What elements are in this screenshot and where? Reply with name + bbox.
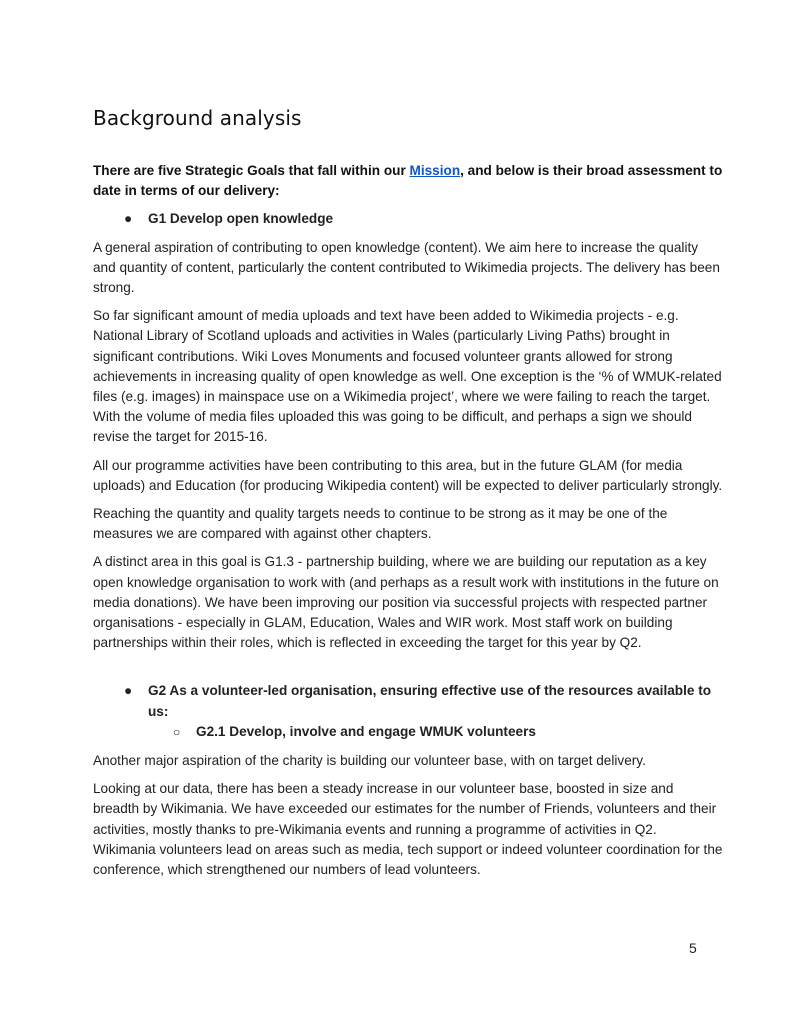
goal1-paragraph: Reaching the quantity and quality targets needs to continue to be strong as it may be one of the measures we are compared with against other chapters.	[93, 506, 668, 542]
goal2-sub-title: G2.1 Develop, involve and engage WMUK volunteers	[196, 723, 536, 739]
document-body	[93, 161, 723, 888]
goal2-paragraph: Looking at our data, there has been a steady increase in our volunteer base, boosted in size and breadth by Wikimania. We have exceeded our estimates for the number of Friends, volunteers and their activities, mostly thanks to pre-Wikimania events and running a programme of activities in Q2. Wikimania volunteers lead on areas such as media, tech support or indeed volunteer coordination for the conference, which strengthened our numbers of lead volunteers.	[93, 781, 723, 878]
mission-link[interactable]: Mission	[409, 163, 461, 178]
bullet-dot-icon: ●	[124, 683, 133, 699]
bullet-ring-icon: ○	[173, 724, 181, 739]
page-number: 5	[689, 940, 697, 956]
goal2-bullet-item	[93, 681, 723, 721]
bullet-dot-icon: ●	[124, 211, 133, 227]
goal1-bullet-item	[93, 209, 723, 229]
goal1-paragraph: A distinct area in this goal is G1.3 - partnership building, where we are building our reputation as a key open knowledge organisation to work with (and perhaps as a result work with institutions in the future on media donations). We have been improving our position via successful projects with respected partner organisations - especially in GLAM, Education, Wales and WIR work. Most staff work on building partnerships within their roles, which is reflected in exceeding the target for this year by Q2.	[93, 554, 719, 651]
goal1-title: G1 Develop open knowledge	[148, 211, 334, 227]
goal1-paragraph: So far significant amount of media uploads and text have been added to Wikimedia projects - e.g. National Library of Scotland uploads and activities in Wales (particularly Living Paths) brought in significant contributions. Wiki Loves Monuments and focused volunteer grants allowed for strong achievements in increasing quality of open knowledge as well. One exception is the ‘% of WMUK-related files (e.g. images) in mainspace use on a Wikimedia project’, where we were failing to reach the target. With the volume of media files uploaded this was going to be difficult, and perhaps a sign we should revise the target for 2015-16.	[93, 308, 722, 445]
intro-text-before: There are five Strategic Goals that fall within our	[93, 163, 410, 178]
goal1-paragraph: All our programme activities have been contributing to this area, but in the future GLAM (for media uploads) and Education (for producing Wikipedia content) will be expected to deliver particularly strongly.	[93, 457, 723, 493]
intro-paragraph	[93, 161, 723, 201]
goal2-title: G2 As a volunteer-led organisation, ensuring effective use of the resources available to us:	[148, 683, 712, 719]
goal2-paragraph: Another major aspiration of the charity is building our volunteer base, with on target delivery.	[93, 753, 646, 769]
section-heading: Background analysis	[93, 106, 302, 130]
goal2-sub-bullet-item	[93, 722, 723, 742]
intro-text-after: , and below is their broad assessment to date in terms of our delivery:	[93, 163, 723, 199]
goal1-paragraph: A general aspiration of contributing to open knowledge (content). We aim here to increase the quality and quantity of content, particularly the content contributed to Wikimedia projects. The delivery has been strong.	[93, 239, 720, 296]
